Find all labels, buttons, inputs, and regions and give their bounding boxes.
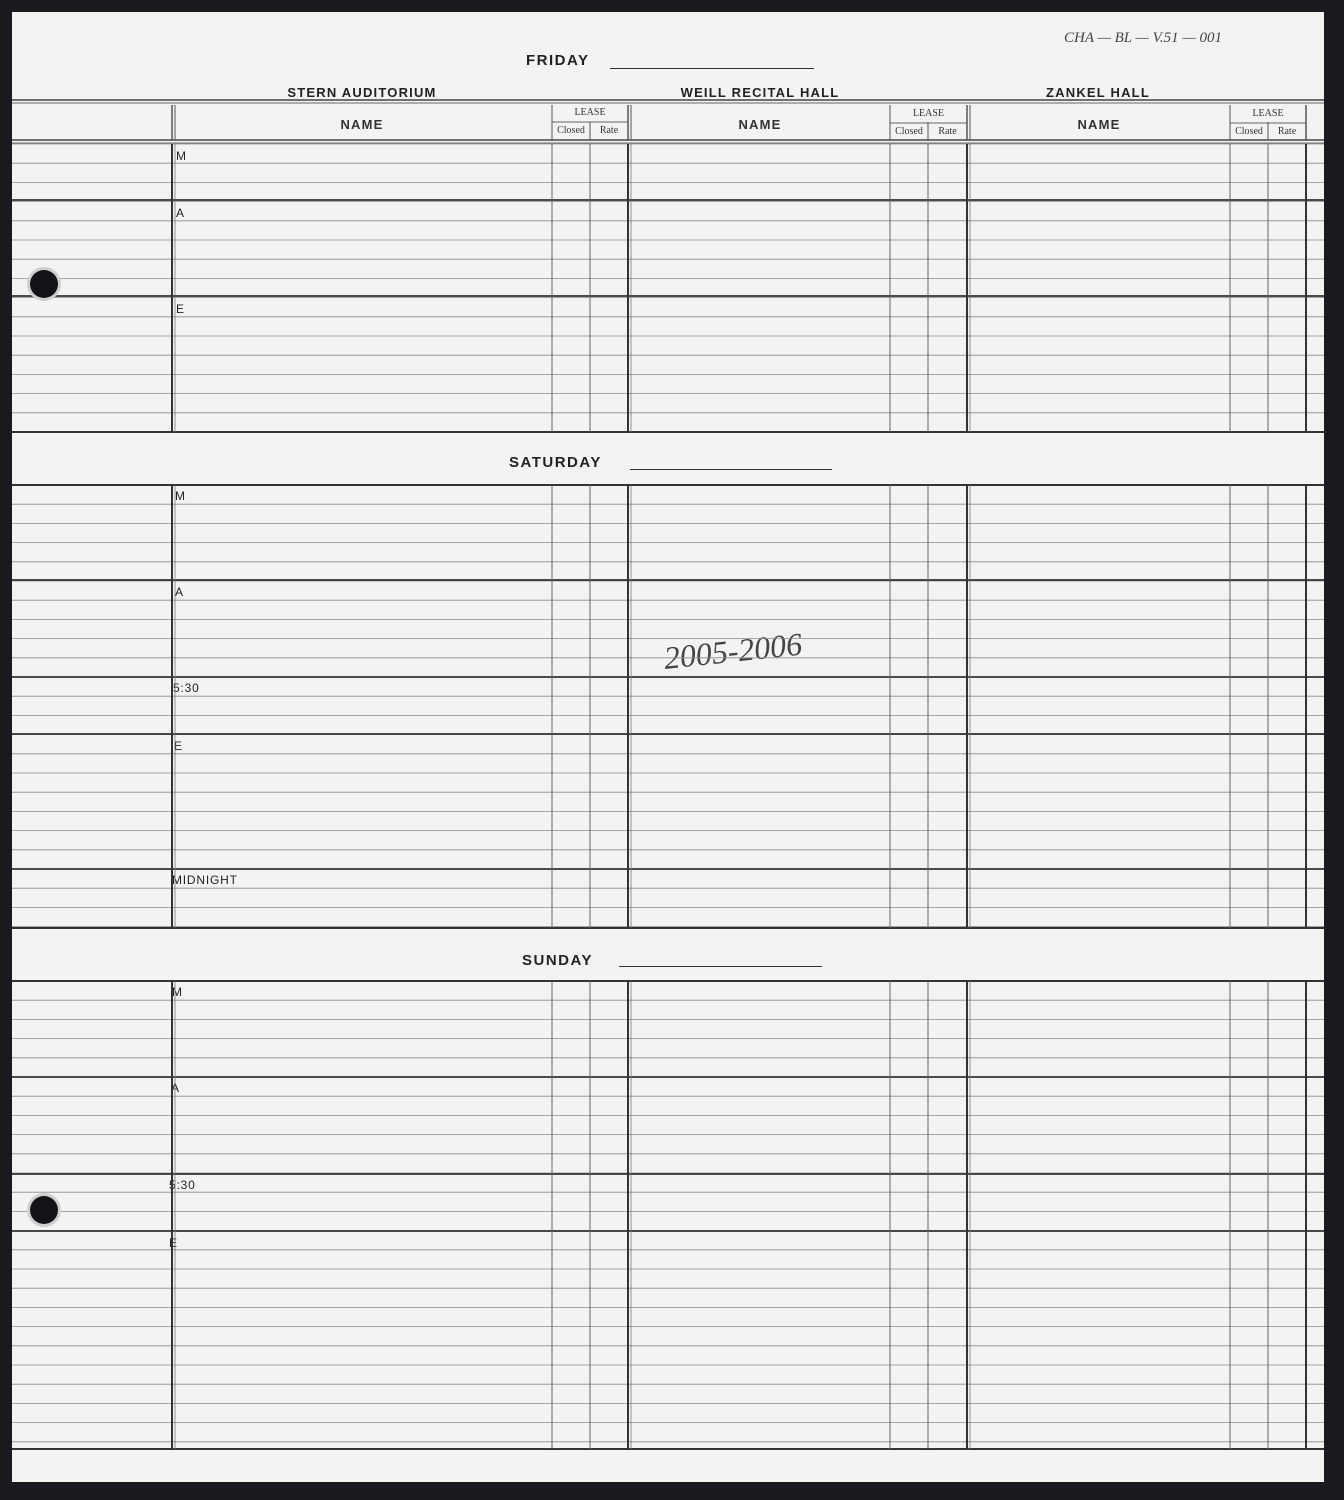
binder-hole-top	[30, 270, 58, 298]
saturday-period-midnight: MIDNIGHT	[172, 873, 238, 887]
saturday-period-afternoon: A	[175, 585, 184, 599]
friday-period-morning: M	[176, 149, 187, 163]
schedule-grid	[12, 12, 1324, 1482]
day-title-saturday: SATURDAY	[509, 454, 602, 471]
zankel-name-header: NAME	[1077, 117, 1121, 132]
weill-rate-header: Rate	[938, 126, 957, 137]
binder-hole-bottom	[30, 1196, 58, 1224]
weill-closed-header: Closed	[895, 126, 923, 137]
zankel-rate-header: Rate	[1277, 126, 1297, 137]
sunday-period-afternoon: A	[171, 1081, 180, 1095]
stern-rate-header: Rate	[599, 125, 619, 136]
zankel-closed-header: Closed	[1235, 126, 1263, 137]
zankel-lease-header: LEASE	[1252, 108, 1284, 119]
schedule-sheet	[12, 12, 1324, 1482]
hall-stern-auditorium: STERN AUDITORIUM	[287, 85, 437, 100]
hall-zankel-hall: ZANKEL HALL	[1046, 85, 1150, 100]
hall-weill-recital-hall: WEILL RECITAL HALL	[680, 85, 840, 100]
sunday-period-evening: E	[169, 1236, 178, 1250]
saturday-period-530: 5:30	[173, 681, 200, 695]
sunday-period-morning: M	[172, 985, 183, 999]
weill-lease-header: LEASE	[912, 108, 945, 119]
weill-name-header: NAME	[738, 117, 782, 132]
day-title-friday: FRIDAY	[526, 52, 590, 69]
saturday-period-evening: E	[174, 739, 183, 753]
day-title-sunday: SUNDAY	[522, 952, 593, 969]
handwritten-year-annotation: 2005-2006	[662, 625, 804, 676]
catalog-id-annotation: CHA — BL — V.51 — 001	[1064, 30, 1222, 46]
stern-closed-header: Closed	[557, 125, 585, 136]
friday-period-afternoon: A	[176, 206, 185, 220]
friday-period-evening: E	[176, 302, 185, 316]
sunday-period-530: 5:30	[169, 1178, 196, 1192]
stern-name-header: NAME	[340, 117, 384, 132]
saturday-period-morning: M	[175, 489, 186, 503]
stern-lease-header: LEASE	[574, 107, 606, 118]
